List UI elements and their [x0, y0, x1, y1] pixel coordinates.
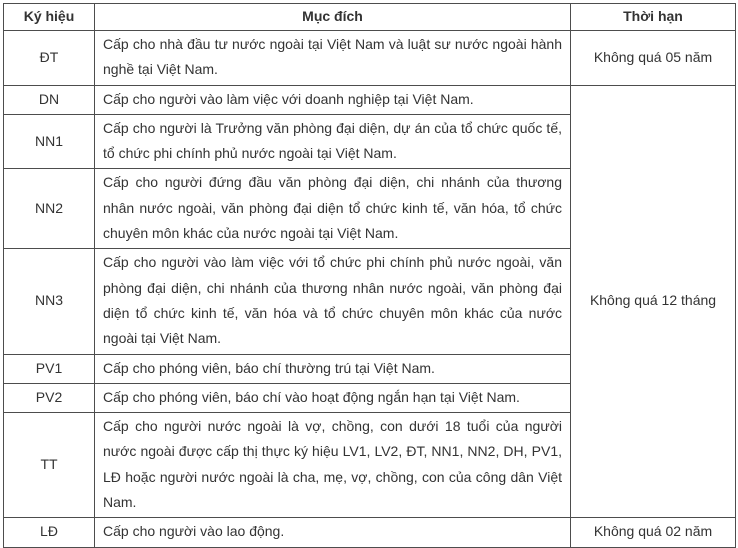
cell-purpose: Cấp cho người vào làm việc với tổ chức phi chính phủ nước ngoài, văn phòng đại diện, chi nhánh của thương nhân nước ngoài, văn phòng đại diện tổ chức kinh tế, văn hóa và tổ chức chuyên môn khác của nước ngoài tại Việt Nam.: [95, 249, 571, 354]
cell-purpose: Cấp cho phóng viên, báo chí vào hoạt động ngắn hạn tại Việt Nam.: [95, 383, 571, 412]
table-row: [4, 518, 736, 547]
cell-purpose: Cấp cho phóng viên, báo chí thường trú tại Việt Nam.: [95, 354, 571, 383]
header-code: Ký hiệu: [4, 4, 95, 31]
cell-purpose: Cấp cho người là Trưởng văn phòng đại diện, dự án của tổ chức quốc tế, tổ chức phi chính phủ nước ngoài tại Việt Nam.: [95, 114, 571, 169]
table-row: [4, 85, 736, 114]
cell-code: TT: [4, 413, 95, 518]
cell-code: ĐT: [4, 31, 95, 86]
cell-term: Không quá 12 tháng: [571, 85, 736, 518]
cell-purpose: Cấp cho người nước ngoài là vợ, chồng, con dưới 18 tuổi của người nước ngoài được cấp thị thực ký hiệu LV1, LV2, ĐT, NN1, NN2, DH, PV1, LĐ hoặc người nước ngoài là cha, mẹ, vợ, chồng, con của công dân Việt Nam.: [95, 413, 571, 518]
cell-purpose: Cấp cho người đứng đầu văn phòng đại diện, chi nhánh của thương nhân nước ngoài, văn phòng đại diện tổ chức kinh tế, văn hóa, tổ chức chuyên môn khác của nước ngoài tại Việt Nam.: [95, 169, 571, 249]
cell-purpose: Cấp cho người vào lao động.: [95, 518, 571, 547]
cell-code: DN: [4, 85, 95, 114]
visa-types-table: [3, 3, 736, 548]
table-row: [4, 31, 736, 86]
cell-purpose: Cấp cho nhà đầu tư nước ngoài tại Việt Nam và luật sư nước ngoài hành nghề tại Việt Nam.: [95, 31, 571, 86]
cell-term: Không quá 05 năm: [571, 31, 736, 86]
table-header-row: [4, 4, 736, 31]
header-term: Thời hạn: [571, 4, 736, 31]
cell-code: NN1: [4, 114, 95, 169]
cell-code: NN2: [4, 169, 95, 249]
cell-term: Không quá 02 năm: [571, 518, 736, 547]
cell-purpose: Cấp cho người vào làm việc với doanh nghiệp tại Việt Nam.: [95, 85, 571, 114]
cell-code: PV2: [4, 383, 95, 412]
cell-code: LĐ: [4, 518, 95, 547]
cell-code: NN3: [4, 249, 95, 354]
cell-code: PV1: [4, 354, 95, 383]
header-purpose: Mục đích: [95, 4, 571, 31]
